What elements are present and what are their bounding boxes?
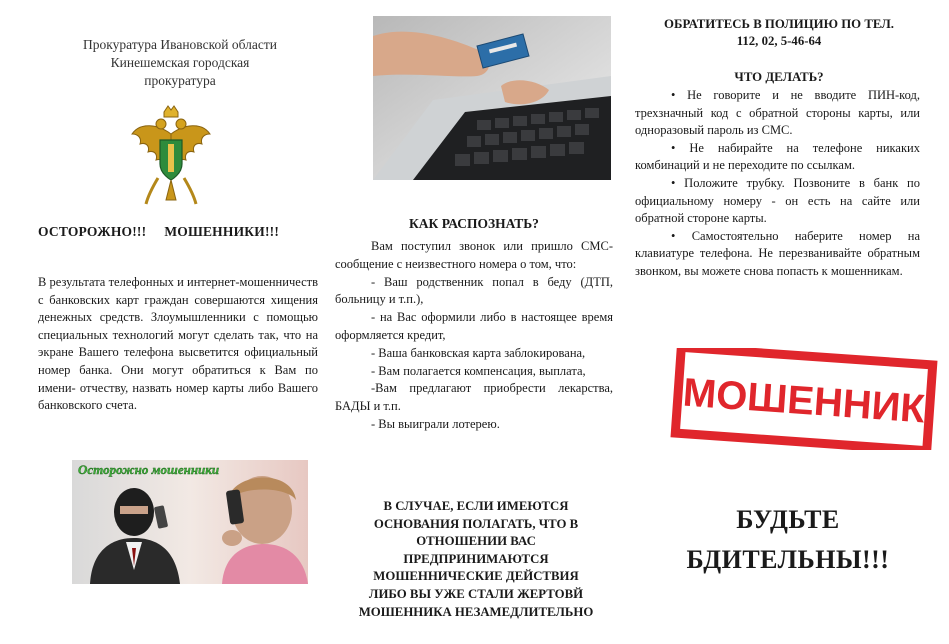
scammer-phone-photo [72, 460, 308, 584]
what-to-do-list [635, 87, 920, 281]
police-phone-numbers: 112, 02, 5-46-64 [736, 34, 822, 48]
sign-item: - на Вас оформили либо в настоящее время оформляется кредит, [335, 310, 613, 342]
sign-item: - Вам полагается компенсация, выплата, [371, 363, 586, 378]
sign-item: -Вам предлагают приобрести лекарства, БАДЫ и т.п. [335, 381, 613, 414]
office-line-1: Прокуратура Ивановской области [83, 37, 277, 52]
middle-panel [335, 0, 625, 644]
notice-line: МОШЕННИЧЕСКИЕ ДЕЙСТВИЯ [373, 569, 579, 584]
notice-line: ОТНОШЕНИИ ВАС [416, 534, 536, 549]
slogan-line-1: БУДЬТЕ [736, 505, 840, 534]
police-line-1: ОБРАТИТЕСЬ В ПОЛИЦИЮ ПО ТЕЛ. [664, 17, 894, 31]
todo-item [635, 140, 920, 175]
signs-list [335, 238, 613, 434]
stamp-text: МОШЕННИК [681, 370, 927, 432]
todo-item [635, 175, 920, 228]
notice-line: МОШЕННИКА НЕЗАМЕДЛИТЕЛЬНО [358, 604, 594, 619]
todo-item-text: Не набирайте на телефоне никаких комбинаций и не переходите по ссылкам. [635, 140, 920, 173]
todo-item [635, 87, 920, 140]
photo-caption: Осторожно мошенники [78, 462, 220, 477]
bullet-icon: • [671, 140, 676, 155]
laptop-card-photo [373, 16, 611, 180]
prosecutor-emblem-icon [128, 104, 214, 208]
notice-line: ПРЕДПРИНИМАЮТСЯ [403, 551, 549, 566]
sign-item: - Ваша банковская карта заблокирована, [371, 345, 586, 360]
notice-line: ОСНОВАНИЯ ПОЛАГАТЬ, ЧТО В [373, 516, 579, 531]
notice-line: В СЛУЧАЕ, ЕСЛИ ИМЕЮТСЯ [383, 499, 569, 513]
right-panel [628, 0, 949, 644]
warning-part-1: ОСТОРОЖНО!!! [38, 224, 147, 239]
sign-item: - Вы выиграли лотерею. [371, 416, 500, 431]
what-to-do-title: ЧТО ДЕЛАТЬ? [734, 70, 824, 84]
office-line-3: прокуратура [144, 73, 216, 88]
todo-item-text: Не говорите и не вводите ПИН-код, трехзначный код с обратной стороны карты, или одноразовый пароль из СМС. [635, 88, 921, 138]
if-victim-notice [335, 498, 617, 621]
how-to-recognize-title: КАК РАСПОЗНАТЬ? [409, 216, 539, 231]
intro-paragraph: В результата телефонных и интернет-мошенничеств с банковских карт граждан совершаются хищения денежных средств. Злоумышленники с помощью специальных технологий могут сделать так, что на экране Вашего телефона высветится официальный номер банка. Они могут обратиться к Вам по имени- отчеству, назвать номер карты либо Вашего банковского счета. [38, 275, 318, 413]
bullet-icon: • [671, 88, 676, 102]
police-contact [634, 16, 924, 50]
todo-item [635, 228, 920, 281]
signs-lead: Вам поступил звонок или пришло СМС- сообщение с неизвестного номера о том, что: [335, 239, 613, 271]
bullet-icon: • [671, 175, 676, 190]
be-vigilant-slogan [668, 500, 908, 580]
todo-item-text: Самостоятельно наберите номер на клавиатуре телефона. Не перезванивайте обратным звонком, вы можете снова попасть к мошенникам. [635, 228, 920, 278]
warning-title [38, 224, 328, 240]
notice-line: ЛИБО ВЫ УЖЕ СТАЛИ ЖЕРТОВЙ [368, 586, 584, 601]
left-panel [0, 0, 335, 644]
todo-item-text: Положите трубку. Позвоните в банк по официальному номеру - он есть на сайте или обратной стороне карты. [635, 175, 920, 226]
office-line-2: Кинешемская городская [110, 55, 250, 70]
slogan-line-2: БДИТЕЛЬНЫ!!! [686, 545, 890, 574]
warning-part-2: МОШЕННИКИ!!! [164, 224, 280, 239]
sign-item: - Ваш родственник попал в беду (ДТП, больницу и т.п.), [335, 274, 613, 307]
prosecutor-office-heading [60, 36, 300, 90]
fraudster-stamp [670, 348, 938, 450]
bullet-icon: • [671, 228, 676, 243]
